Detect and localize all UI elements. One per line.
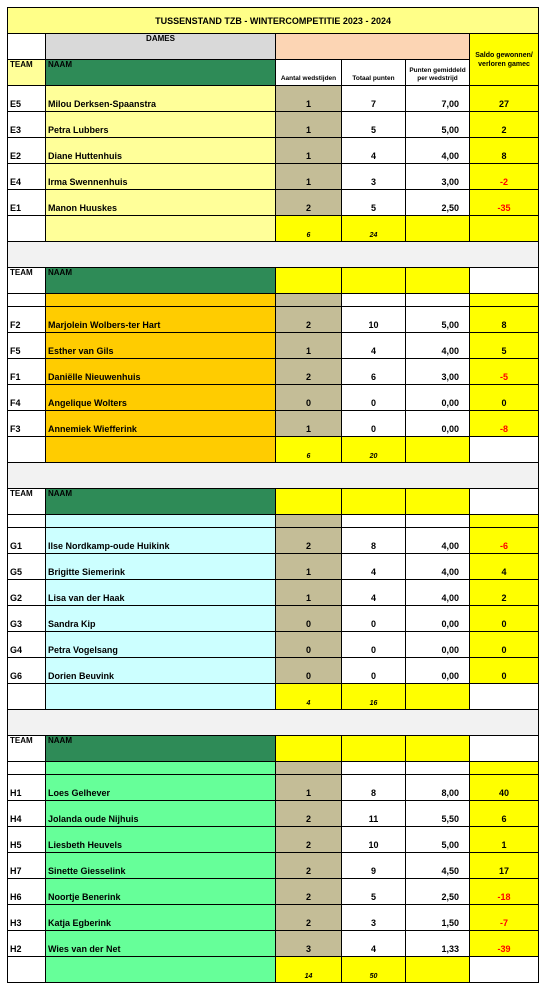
matches-played: 2	[276, 827, 342, 853]
team-header: TEAM	[8, 60, 46, 86]
player-row	[8, 307, 539, 333]
group-total-row	[8, 216, 539, 242]
points-header: Totaal punten	[342, 60, 406, 86]
player-name: Katja Egberink	[46, 905, 276, 931]
game-balance: 17	[470, 853, 539, 879]
player-row	[8, 580, 539, 606]
empty-cell	[8, 34, 46, 60]
matches-played: 1	[276, 112, 342, 138]
total-points: 4	[342, 580, 406, 606]
team-code: E4	[8, 164, 46, 190]
matches-played: 2	[276, 528, 342, 554]
player-row	[8, 554, 539, 580]
header-fill	[342, 268, 406, 294]
player-row	[8, 333, 539, 359]
total-points-sum: 50	[342, 957, 406, 983]
naam-header: NAAM	[46, 736, 276, 762]
team-code: F3	[8, 411, 46, 437]
total-fill	[406, 216, 470, 242]
player-name: Lisa van der Haak	[46, 580, 276, 606]
total-fill	[406, 684, 470, 710]
header-fill	[342, 736, 406, 762]
matches-played: 3	[276, 931, 342, 957]
total-points: 11	[342, 801, 406, 827]
header-gap-row	[8, 294, 539, 307]
player-row	[8, 658, 539, 684]
game-balance: 40	[470, 775, 539, 801]
gap-cell	[276, 762, 342, 775]
game-balance: -39	[470, 931, 539, 957]
game-balance: -6	[470, 528, 539, 554]
average-points: 5,00	[406, 827, 470, 853]
average-points: 8,00	[406, 775, 470, 801]
gap-cell	[46, 294, 276, 307]
group-spacer	[8, 242, 539, 268]
total-points: 8	[342, 528, 406, 554]
total-points: 10	[342, 307, 406, 333]
player-row	[8, 528, 539, 554]
average-points: 4,00	[406, 528, 470, 554]
title-row	[8, 8, 539, 34]
team-code: E5	[8, 86, 46, 112]
player-name: Liesbeth Heuvels	[46, 827, 276, 853]
player-name: Wies van der Net	[46, 931, 276, 957]
gap-cell	[470, 294, 539, 307]
group-total-row	[8, 437, 539, 463]
average-points: 4,00	[406, 580, 470, 606]
gap-cell	[46, 515, 276, 528]
player-row	[8, 190, 539, 216]
total-name-fill	[46, 216, 276, 242]
gap-cell	[8, 294, 46, 307]
header-fill	[406, 489, 470, 515]
matches-played: 0	[276, 606, 342, 632]
game-balance: 6	[470, 801, 539, 827]
matches-played: 1	[276, 333, 342, 359]
average-points: 4,00	[406, 138, 470, 164]
game-balance: 2	[470, 580, 539, 606]
total-points: 0	[342, 385, 406, 411]
game-balance: 0	[470, 632, 539, 658]
average-header	[406, 60, 470, 86]
average-points: 7,00	[406, 86, 470, 112]
matches-played: 0	[276, 385, 342, 411]
team-code: F5	[8, 333, 46, 359]
team-code: F1	[8, 359, 46, 385]
game-balance: 2	[470, 112, 539, 138]
total-points: 4	[342, 554, 406, 580]
game-balance: -18	[470, 879, 539, 905]
group-spacer	[8, 710, 539, 736]
game-balance: 8	[470, 307, 539, 333]
spacer-cell	[8, 710, 539, 736]
average-points: 3,00	[406, 164, 470, 190]
matches-played: 2	[276, 359, 342, 385]
header-fill	[406, 268, 470, 294]
average-points: 4,00	[406, 333, 470, 359]
player-row	[8, 411, 539, 437]
spacer-cell	[8, 242, 539, 268]
player-name: Milou Derksen-Spaanstra	[46, 86, 276, 112]
player-name: Dorien Beuvink	[46, 658, 276, 684]
total-points: 6	[342, 359, 406, 385]
player-row	[8, 138, 539, 164]
column-header-row	[8, 60, 539, 86]
player-name: Ilse Nordkamp-oude Huikink	[46, 528, 276, 554]
team-header: TEAM	[8, 736, 46, 762]
group-header-row	[8, 489, 539, 515]
matches-played: 0	[276, 632, 342, 658]
matches-played: 2	[276, 307, 342, 333]
game-balance: -35	[470, 190, 539, 216]
total-fill	[470, 684, 539, 710]
player-row	[8, 879, 539, 905]
player-row	[8, 606, 539, 632]
saldo-header-line1: Saldo gewonnen/	[475, 51, 533, 59]
player-name: Noortje Benerink	[46, 879, 276, 905]
total-points: 7	[342, 86, 406, 112]
matches-played: 2	[276, 905, 342, 931]
game-balance: -8	[470, 411, 539, 437]
player-name: Petra Lubbers	[46, 112, 276, 138]
saldo-header-line2: verloren gamec	[478, 60, 530, 68]
player-row	[8, 775, 539, 801]
total-matches: 6	[276, 216, 342, 242]
average-points: 5,00	[406, 307, 470, 333]
total-empty	[8, 216, 46, 242]
category-row	[8, 34, 539, 60]
player-row	[8, 112, 539, 138]
team-code: H5	[8, 827, 46, 853]
average-points: 5,50	[406, 801, 470, 827]
total-points: 0	[342, 658, 406, 684]
naam-header: NAAM	[46, 268, 276, 294]
total-points: 4	[342, 333, 406, 359]
player-row	[8, 86, 539, 112]
game-balance: -5	[470, 359, 539, 385]
group-header-row	[8, 736, 539, 762]
total-points: 10	[342, 827, 406, 853]
saldo-header	[470, 34, 539, 86]
player-row	[8, 164, 539, 190]
player-row	[8, 931, 539, 957]
team-code: H6	[8, 879, 46, 905]
group-total-row	[8, 957, 539, 983]
header-fill	[276, 268, 342, 294]
player-name: Manon Huuskes	[46, 190, 276, 216]
team-code: G3	[8, 606, 46, 632]
matches-played: 1	[276, 164, 342, 190]
team-code: E1	[8, 190, 46, 216]
team-code: H7	[8, 853, 46, 879]
average-header-line1: Punten gemiddeld	[409, 67, 466, 74]
header-gap-row	[8, 515, 539, 528]
total-points: 0	[342, 632, 406, 658]
team-code: E2	[8, 138, 46, 164]
player-row	[8, 385, 539, 411]
game-balance: 27	[470, 86, 539, 112]
team-header: TEAM	[8, 489, 46, 515]
player-row	[8, 827, 539, 853]
player-name: Daniëlle Nieuwenhuis	[46, 359, 276, 385]
total-points: 5	[342, 879, 406, 905]
game-balance: 4	[470, 554, 539, 580]
game-balance: 5	[470, 333, 539, 359]
player-name: Jolanda oude Nijhuis	[46, 801, 276, 827]
gap-cell	[342, 294, 406, 307]
total-matches: 6	[276, 437, 342, 463]
total-points: 3	[342, 905, 406, 931]
matches-played: 2	[276, 801, 342, 827]
player-name: Irma Swennenhuis	[46, 164, 276, 190]
gap-cell	[406, 294, 470, 307]
player-row	[8, 905, 539, 931]
gap-cell	[46, 762, 276, 775]
player-name: Marjolein Wolbers-ter Hart	[46, 307, 276, 333]
total-fill	[470, 216, 539, 242]
average-points: 2,50	[406, 879, 470, 905]
average-points: 1,33	[406, 931, 470, 957]
average-points: 0,00	[406, 632, 470, 658]
total-empty	[8, 684, 46, 710]
category-label: DAMES	[46, 34, 276, 60]
matches-played: 1	[276, 580, 342, 606]
team-code: G6	[8, 658, 46, 684]
gap-cell	[8, 515, 46, 528]
player-name: Loes Gelhever	[46, 775, 276, 801]
header-fill	[470, 489, 539, 515]
total-points: 0	[342, 606, 406, 632]
average-points: 4,00	[406, 554, 470, 580]
game-balance: 1	[470, 827, 539, 853]
team-code: F4	[8, 385, 46, 411]
gap-cell	[342, 762, 406, 775]
team-code: H2	[8, 931, 46, 957]
player-name: Esther van Gils	[46, 333, 276, 359]
spacer-cell	[8, 463, 539, 489]
gap-cell	[470, 762, 539, 775]
average-points: 4,50	[406, 853, 470, 879]
game-balance: 8	[470, 138, 539, 164]
total-points-sum: 16	[342, 684, 406, 710]
total-points: 8	[342, 775, 406, 801]
team-code: H3	[8, 905, 46, 931]
sheet-title: TUSSENSTAND TZB - WINTERCOMPETITIE 2023 - 2024	[8, 8, 539, 34]
header-gap-row	[8, 762, 539, 775]
standings-sheet	[7, 7, 539, 983]
player-name: Sinette Giesselink	[46, 853, 276, 879]
naam-header: NAAM	[46, 60, 276, 86]
player-name: Diane Huttenhuis	[46, 138, 276, 164]
matches-played: 2	[276, 853, 342, 879]
total-empty	[8, 437, 46, 463]
total-points: 5	[342, 190, 406, 216]
gap-cell	[342, 515, 406, 528]
matches-played: 1	[276, 86, 342, 112]
average-points: 0,00	[406, 411, 470, 437]
total-fill	[470, 437, 539, 463]
matches-played: 2	[276, 879, 342, 905]
gap-cell	[470, 515, 539, 528]
player-name: Annemiek Wiefferink	[46, 411, 276, 437]
player-name: Angelique Wolters	[46, 385, 276, 411]
player-row	[8, 359, 539, 385]
team-code: H4	[8, 801, 46, 827]
game-balance: 0	[470, 658, 539, 684]
matches-played: 1	[276, 554, 342, 580]
total-points: 4	[342, 931, 406, 957]
team-code: G5	[8, 554, 46, 580]
gap-cell	[406, 762, 470, 775]
matches-played: 2	[276, 190, 342, 216]
total-points: 9	[342, 853, 406, 879]
total-empty	[8, 957, 46, 983]
team-code: G4	[8, 632, 46, 658]
total-points: 0	[342, 411, 406, 437]
group-spacer	[8, 463, 539, 489]
total-name-fill	[46, 957, 276, 983]
total-points-sum: 24	[342, 216, 406, 242]
average-points: 1,50	[406, 905, 470, 931]
total-points: 5	[342, 112, 406, 138]
average-points: 0,00	[406, 385, 470, 411]
player-row	[8, 632, 539, 658]
total-fill	[406, 957, 470, 983]
gap-cell	[8, 762, 46, 775]
player-name: Brigitte Siemerink	[46, 554, 276, 580]
total-name-fill	[46, 437, 276, 463]
total-points: 3	[342, 164, 406, 190]
header-fill	[470, 268, 539, 294]
average-points: 5,00	[406, 112, 470, 138]
group-total-row	[8, 684, 539, 710]
matches-played: 0	[276, 658, 342, 684]
team-header: TEAM	[8, 268, 46, 294]
gap-cell	[406, 515, 470, 528]
total-points: 4	[342, 138, 406, 164]
header-fill	[276, 489, 342, 515]
average-points: 3,00	[406, 359, 470, 385]
team-code: F2	[8, 307, 46, 333]
header-fill	[276, 736, 342, 762]
team-code: E3	[8, 112, 46, 138]
player-row	[8, 801, 539, 827]
header-fill	[470, 736, 539, 762]
total-matches: 4	[276, 684, 342, 710]
total-fill	[406, 437, 470, 463]
matches-header: Aantal wedstijden	[276, 60, 342, 86]
header-fill	[342, 489, 406, 515]
game-balance: -7	[470, 905, 539, 931]
average-points: 0,00	[406, 606, 470, 632]
game-balance: 0	[470, 606, 539, 632]
naam-header: NAAM	[46, 489, 276, 515]
matches-played: 1	[276, 138, 342, 164]
total-name-fill	[46, 684, 276, 710]
matches-played: 1	[276, 411, 342, 437]
team-code: H1	[8, 775, 46, 801]
player-name: Petra Vogelsang	[46, 632, 276, 658]
matches-played: 1	[276, 775, 342, 801]
average-points: 0,00	[406, 658, 470, 684]
game-balance: 0	[470, 385, 539, 411]
header-fill	[406, 736, 470, 762]
game-balance: -2	[470, 164, 539, 190]
team-code: G2	[8, 580, 46, 606]
total-fill	[470, 957, 539, 983]
average-header-line2: per wedstrijd	[417, 75, 458, 82]
gap-cell	[276, 294, 342, 307]
total-points-sum: 20	[342, 437, 406, 463]
team-code: G1	[8, 528, 46, 554]
header-band	[276, 34, 470, 60]
gap-cell	[276, 515, 342, 528]
player-name: Sandra Kip	[46, 606, 276, 632]
group-header-row	[8, 268, 539, 294]
player-row	[8, 853, 539, 879]
total-matches: 14	[276, 957, 342, 983]
average-points: 2,50	[406, 190, 470, 216]
